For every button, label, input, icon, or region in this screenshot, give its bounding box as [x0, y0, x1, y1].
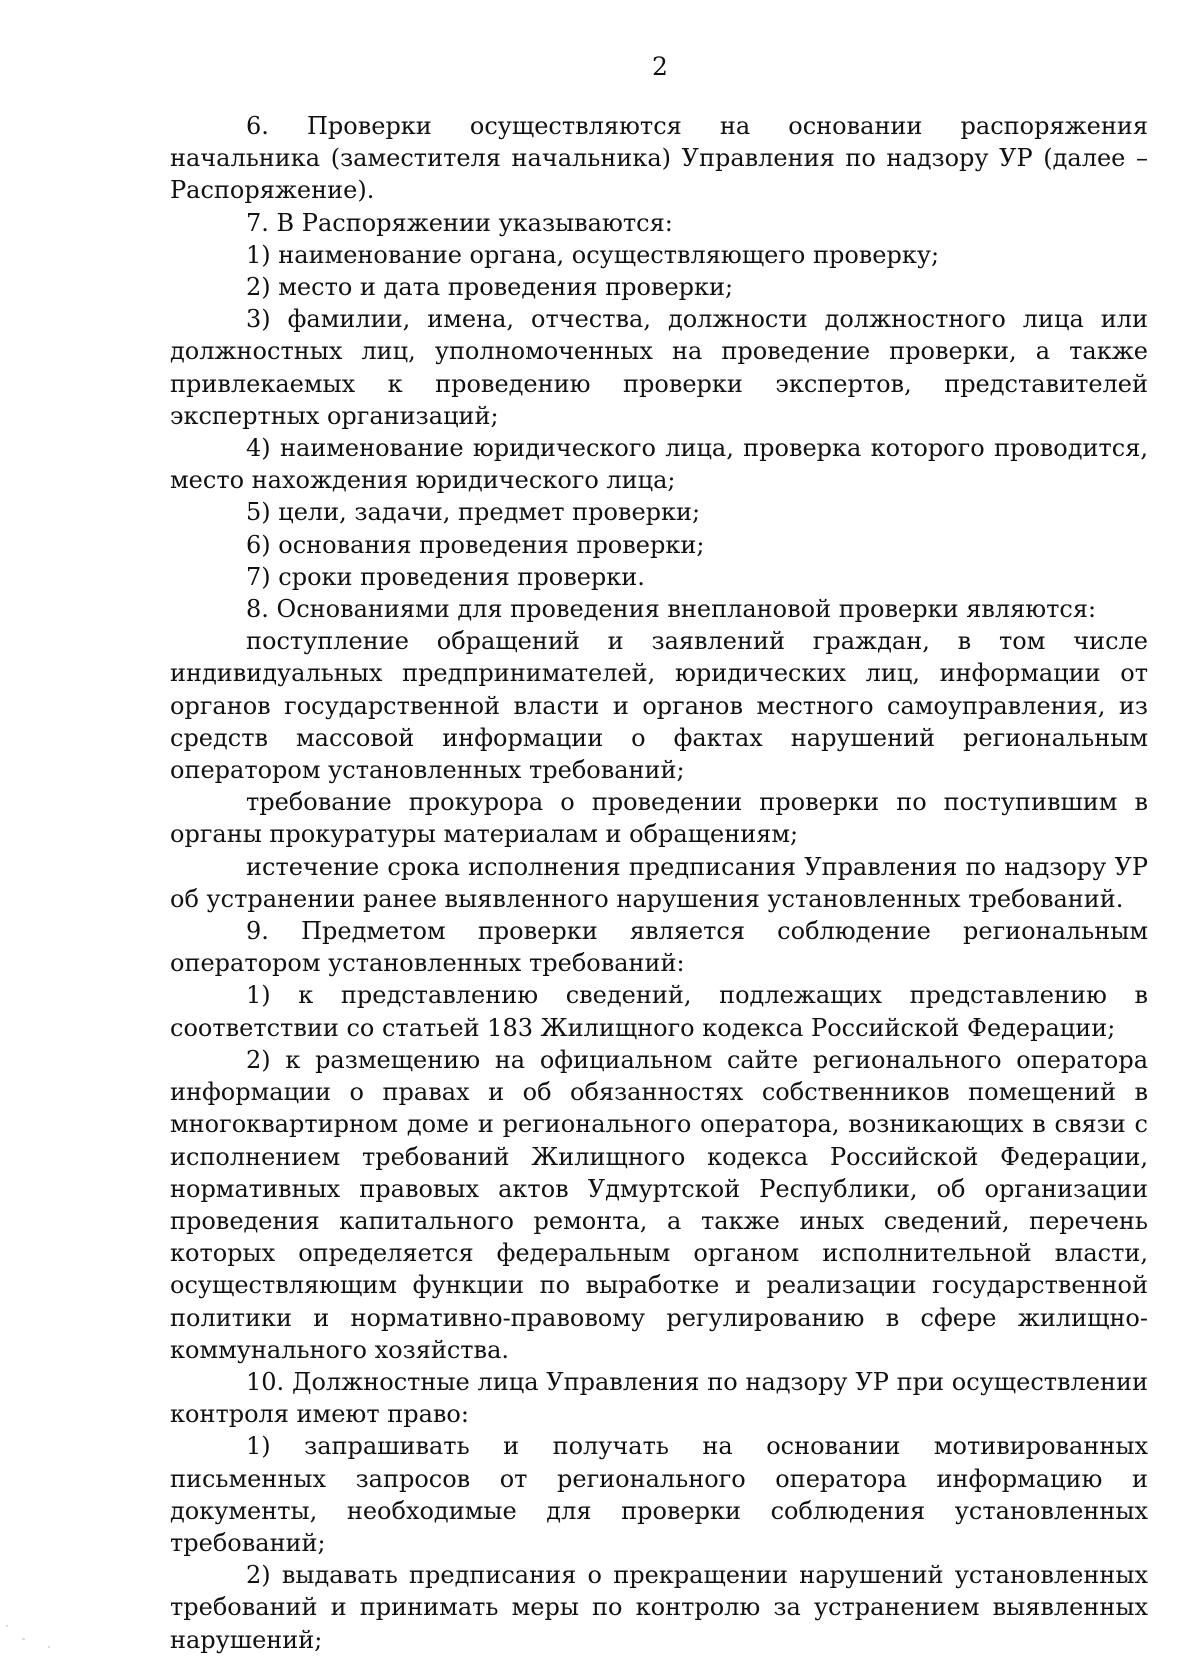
ground-item-complaints: поступление обращений и заявлений граждан, в том числе индивидуальных предпринимателей, юридических лиц, информации от органов государственной власти и органов местного самоуправления, из средств массовой информации о фактах нарушений региональным оператором установленных требований; — [170, 627, 1148, 785]
paragraph-7: 7. В Распоряжении указываются: — [246, 208, 673, 237]
list-item-10-2: 2) выдавать предписания о прекращении нарушений установленных требований и принимать меры по контролю за устранением выявленных нарушений; — [170, 1561, 1148, 1654]
scan-noise — [48, 1646, 50, 1648]
scan-noise — [6, 1625, 8, 1627]
ground-item-deadline: истечение срока исполнения предписания Управления по надзору УР об устранении ранее выявленного нарушения установленных требований. — [170, 852, 1148, 913]
list-item-10-1: 1) запрашивать и получать на основании мотивированных письменных запросов от регионального оператора информацию и документы, необходимые для проверки соблюдения установленных требований; — [170, 1432, 1148, 1557]
paragraph-8: 8. Основаниями для проведения внеплановой проверки являются: — [246, 595, 1097, 624]
scan-noise — [22, 1638, 25, 1640]
document-body — [170, 110, 1148, 1656]
list-item-7-5: 5) цели, задачи, предмет проверки; — [246, 498, 701, 527]
list-item-7-2: 2) место и дата проведения проверки; — [246, 273, 734, 302]
paragraph-10: 10. Должностные лица Управления по надзору УР при осуществлении контроля имеют право: — [170, 1367, 1148, 1429]
list-item-7-6: 6) основания проведения проверки; — [246, 530, 705, 559]
ground-item-prosecutor: требование прокурора о проведении проверки по поступившим в органы прокуратуры материалам и обращениям; — [170, 788, 1148, 849]
list-item-7-1: 1) наименование органа, осуществляющего проверку; — [246, 240, 940, 269]
list-item-7-3: 3) фамилии, имена, отчества, должности должностного лица или должностных лиц, уполномоченных на проведение проверки, а также привлекаемых к проведению проверки экспертов, представителей экспертных организаций; — [170, 305, 1148, 430]
list-item-7-4: 4) наименование юридического лица, проверка которого проводится, место нахождения юридического лица; — [170, 434, 1148, 495]
paragraph-9: 9. Предметом проверки является соблюдение региональным оператором установленных требований: — [170, 917, 1148, 978]
paragraph-6: 6. Проверки осуществляются на основании распоряжения начальника (заместителя начальника) Управления по надзору УР (далее – Распоряжение). — [170, 112, 1148, 205]
list-item-9-1: 1) к представлению сведений, подлежащих представлению в соответствии со статьей 183 Жилищного кодекса Российской Федерации; — [170, 981, 1148, 1042]
list-item-9-2: 2) к размещению на официальном сайте регионального оператора информации о правах и об обязанностях собственников помещений в многоквартирном доме и регионального оператора, возникающих в связи с исполнением требований Жилищного кодекса Российской Федерации, нормативных правовых актов Удмуртской Республики, об организации проведения капитального ремонта, а также иных сведений, перечень которых определяется федеральным органом исполнительной власти, осуществляющим функции по выработке и реализации государственной политики и нормативно-правовому регулированию в сфере жилищно-коммунального хозяйства. — [170, 1045, 1148, 1364]
page-number: 2 — [652, 52, 668, 81]
list-item-7-7: 7) сроки проведения проверки. — [246, 562, 645, 591]
